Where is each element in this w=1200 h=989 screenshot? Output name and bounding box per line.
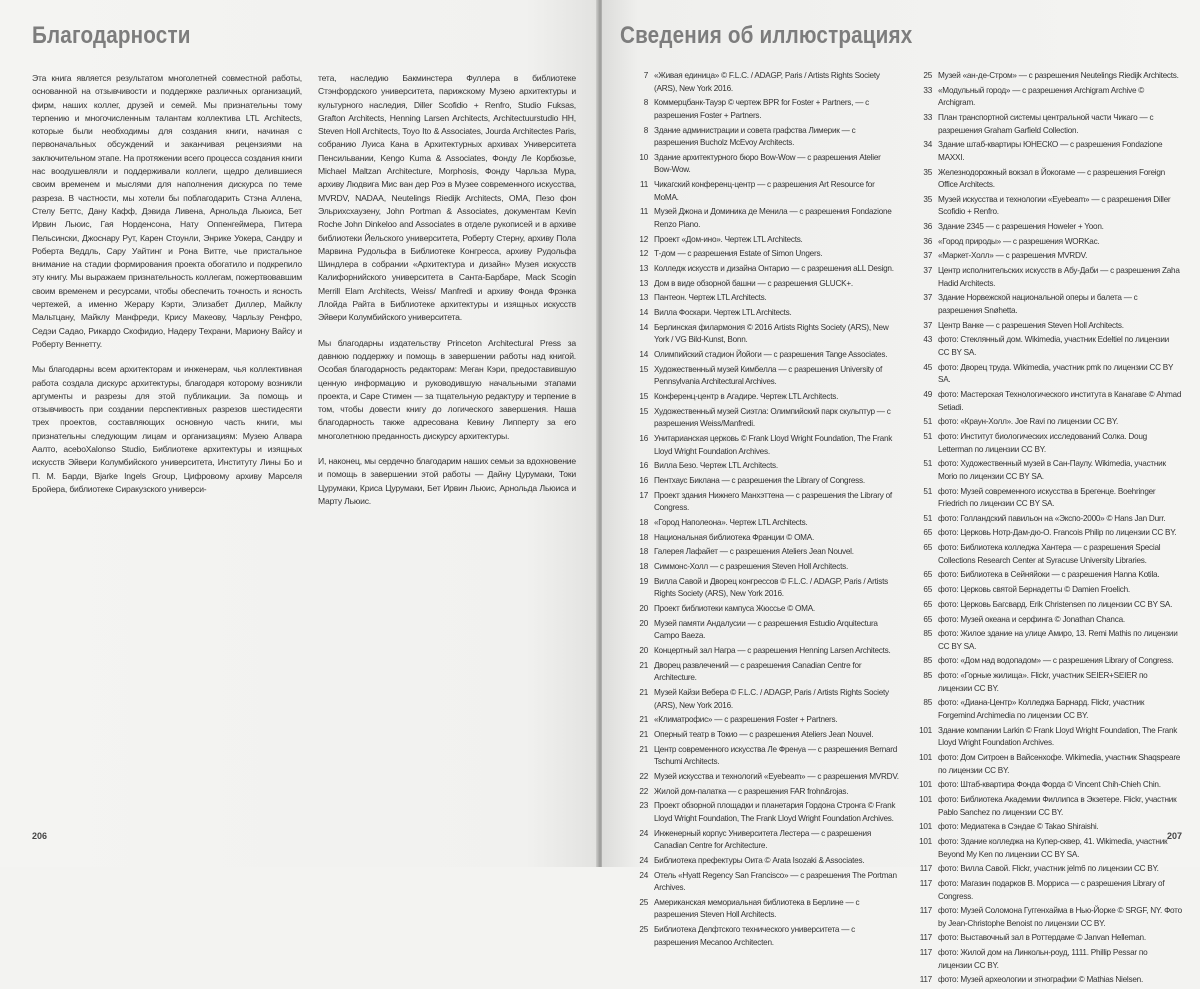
credit-page-number: 10 (639, 152, 648, 162)
credit-text: Унитарианская церковь © Frank Lloyd Wright Foundation, The Frank Lloyd Wright Foundation Archives. (654, 434, 893, 456)
credit-text: Музей искусства и технологий «Eyebeam» — с разрешения MVRDV. (654, 771, 899, 781)
credit-text: Художественный музей Кимбелла — с разрешения University of Pennsylvania Architectural Archives. (654, 364, 882, 387)
credit-entry (912, 85, 1182, 110)
credit-text: фото: Вилла Савой. Flickr, участник jelm6 по лицензии CC BY. (938, 864, 1159, 874)
credit-entry (912, 236, 1182, 249)
credit-entry (912, 584, 1182, 597)
credit-page-number: 117 (919, 864, 932, 874)
credit-entry (912, 250, 1182, 263)
credit-page-number: 22 (639, 786, 648, 796)
credit-page-number: 117 (919, 906, 932, 916)
credit-entry (912, 167, 1182, 192)
credit-text: Жилой дом-палатка — с разрешения FAR frohn&rojas. (654, 786, 849, 796)
credit-text: фото: «Горные жилища». Flickr, участник SEIER+SEIER по лицензии CC BY. (938, 671, 1148, 693)
page-number: 206 (32, 831, 48, 841)
page-title: Благодарности (32, 22, 191, 49)
credit-page-number: 65 (923, 528, 932, 538)
credit-page-number: 117 (919, 878, 932, 888)
credit-entry (912, 486, 1182, 511)
credit-text: Чикагский конференц-центр — с разрешения Art Resource for MoMA. (654, 180, 875, 202)
credit-page-number: 43 (923, 335, 932, 345)
credit-text: Центр исполнительских искусств в Абу-Даби — с разрешения Zaha Hadid Architects. (938, 266, 1180, 288)
credit-entry (628, 660, 900, 685)
credit-text: Отель «Hyatt Regency San Francisco» — с разрешения The Portman Archives. (654, 870, 897, 893)
credit-text: «Маркет-Холл» — с разрешения MVRDV. (938, 251, 1088, 261)
credit-entry (628, 828, 900, 853)
credit-entry (628, 546, 900, 559)
credit-entry (628, 292, 900, 305)
credit-entry (628, 322, 900, 347)
credit-text: Художественный музей Сиэтла: Олимпийский парк скульптур — с разрешения Weiss/Manfredi. (654, 406, 891, 429)
paragraph: Мы благодарны издательству Princeton Architectural Press за давнюю поддержку и помощь в завершении работы над книгой. Особая благодарность редакторам: Меган Кэри, предоставившую ценную информацию и руководившую начальными этапами проекта, и Саре Стимен — за тщательную редактуру и терпение в том, чтобы довести книгу до логического завершения. Наша благодарность также адресована Кевину Липперту за его многолетнюю преданность дискурсу архитектуры. (318, 337, 576, 441)
credit-page-number: 15 (639, 406, 648, 416)
credit-entry (912, 542, 1182, 567)
credit-text: Здание Норвежской национальной оперы и балета — с разрешения Snøhetta. (938, 293, 1138, 316)
credit-page-number: 33 (923, 112, 932, 122)
credit-page-number: 24 (639, 870, 648, 880)
credit-text: Галерея Лафайет — с разрешения Ateliers Jean Nouvel. (654, 547, 854, 557)
credit-entry (912, 569, 1182, 582)
credit-text: фото: Институт биологических исследований Солка. Doug Letterman по лицензии CC BY. (938, 431, 1147, 454)
credit-text: Музей Кайзи Вебера © F.L.C. / ADAGP, Paris / Artists Rights Society (ARS), New York 2016. (654, 687, 889, 710)
credit-entry (628, 391, 900, 404)
text-column-1 (32, 72, 302, 508)
credit-text: «Живая единица» © F.L.C. / ADAGP, Paris / Artists Rights Society (ARS), New York 2016. (654, 71, 880, 93)
credit-text: фото: Выставочный зал в Роттердаме © Janvan Helleman. (938, 933, 1146, 943)
credit-page-number: 85 (923, 656, 932, 666)
credit-entry (628, 786, 900, 799)
credit-page-number: 33 (923, 85, 932, 95)
credit-entry (912, 821, 1182, 834)
credit-entry (628, 179, 900, 204)
credit-text: Проект «Дом-ино». Чертеж LTL Architects. (654, 234, 803, 244)
credit-page-number: 65 (923, 570, 932, 580)
credit-entry (912, 932, 1182, 945)
credit-text: «Модульный город» — с разрешения Archigram Archive © Archigram. (938, 85, 1145, 108)
credit-text: Проект обзорной площадки и планетария Гордона Стронга © Frank Lloyd Wright Foundation, The Frank Lloyd Wright Foundation Archives. (654, 801, 896, 823)
credit-text: Берлинская филармония © 2016 Artists Rights Society (ARS), New York / VG Bild-Kunst, Bonn. (654, 322, 889, 345)
credit-text: фото: Дворец труда. Wikimedia, участник pmk по лицензии CC BY SA. (938, 362, 1174, 385)
credit-entry (912, 139, 1182, 164)
credits-list-column-1 (628, 70, 900, 951)
credit-page-number: 85 (923, 671, 932, 681)
credit-entry (628, 206, 900, 231)
credit-entry (628, 70, 900, 95)
credit-page-number: 18 (639, 562, 648, 572)
credit-text: фото: Штаб-квартира Фонда Форда © Vincent Chih-Chieh Chin. (938, 780, 1161, 790)
credit-page-number: 65 (923, 614, 932, 624)
credit-entry (628, 576, 900, 601)
credit-page-number: 37 (923, 320, 932, 330)
credit-page-number: 117 (919, 948, 932, 958)
credit-entry (912, 947, 1182, 972)
credit-text: Концертный зал Награ — с разрешения Henning Larsen Architects. (654, 645, 891, 655)
credit-page-number: 11 (640, 180, 648, 190)
credit-text: фото: Библиотека колледжа Хантера — с разрешения Special Collections Research Center at Syracuse University Libraries. (938, 543, 1161, 565)
credit-page-number: 37 (923, 293, 932, 303)
credit-entry (628, 645, 900, 658)
credit-entry (628, 433, 900, 458)
credit-page-number: 14 (639, 322, 648, 332)
credit-text: фото: Церковь Багсвард. Erik Christensen по лицензии CC BY SA. (938, 599, 1173, 609)
credit-text: Железнодорожный вокзал в Йокогаме — с разрешения Foreign Office Architects. (938, 167, 1165, 190)
credit-page-number: 101 (919, 780, 932, 790)
credit-text: Пантеон. Чертеж LTL Architects. (654, 293, 767, 303)
credit-text: фото: Музей археологии и этнографии © Mathias Nielsen. (938, 975, 1143, 985)
credit-page-number: 20 (639, 645, 648, 655)
credit-entry (912, 697, 1182, 722)
credit-text: Центр современного искусства Ле Френуа — с разрешения Bernard Tschumi Architects. (654, 744, 898, 767)
credit-entry (912, 416, 1182, 429)
credit-text: План транспортной системы центральной части Чикаго — с разрешения Graham Garfield Collection. (938, 112, 1154, 135)
credit-page-number: 13 (639, 293, 648, 303)
credit-text: Библиотека Делфтского технического университета — с разрешения Mecanoo Architecten. (654, 925, 856, 947)
credit-entry (628, 307, 900, 320)
credit-page-number: 37 (923, 266, 932, 276)
credit-text: фото: Медиатека в Сэндае © Takao Shiraishi. (938, 822, 1099, 832)
credit-entry (628, 349, 900, 362)
credit-entry (628, 364, 900, 389)
credit-entry (628, 490, 900, 515)
credit-entry (628, 744, 900, 769)
credit-page-number: 21 (639, 687, 648, 697)
credit-text: Центр Ванке — с разрешения Steven Holl Architects. (938, 320, 1124, 330)
credit-page-number: 101 (919, 836, 932, 846)
credit-page-number: 34 (923, 140, 932, 150)
credit-page-number: 24 (639, 855, 648, 865)
credit-page-number: 18 (639, 517, 648, 527)
credit-entry (912, 458, 1182, 483)
credit-page-number: 14 (639, 350, 648, 360)
credit-entry (912, 70, 1182, 83)
credit-text: фото: Библиотека в Сейняйоки — с разрешения Hanna Kotila. (938, 570, 1160, 580)
credit-page-number: 65 (923, 543, 932, 553)
credit-entry (912, 431, 1182, 456)
credit-page-number: 36 (923, 236, 932, 246)
credit-entry (912, 752, 1182, 777)
credit-entry (628, 152, 900, 177)
credit-text: Музей Джона и Доминика де Менила — с разрешения Fondazione Renzo Piano. (654, 207, 892, 229)
credit-page-number: 37 (923, 251, 932, 261)
credit-text: Дом в виде обзорной башни — с разрешения GLUCK+. (654, 278, 853, 288)
credit-page-number: 65 (923, 585, 932, 595)
credit-entry (628, 800, 900, 825)
credit-page-number: 85 (923, 698, 932, 708)
credit-entry (912, 794, 1182, 819)
credit-page-number: 25 (923, 71, 932, 80)
credit-entry (912, 513, 1182, 526)
paragraph: И, наконец, мы сердечно благодарим наших семьи за вдохновение и помощь в завершении этой работы — Дайну Цурумаки, Токи Цурумаки, Криса Цурумаки, Бет Ирвин Льюис, Арнольда Льюиса и Марту Льюис. (318, 456, 576, 506)
credit-entry (628, 687, 900, 712)
credit-entry (912, 265, 1182, 290)
credit-page-number: 85 (923, 629, 932, 639)
credit-entry (628, 532, 900, 545)
credit-text: Национальная библиотека Франции © OMA. (654, 532, 814, 542)
credit-page-number: 101 (919, 725, 932, 735)
credit-page-number: 14 (639, 308, 648, 318)
credit-page-number: 18 (639, 547, 648, 557)
credit-entry (628, 618, 900, 643)
credit-page-number: 35 (923, 167, 932, 177)
credit-text: фото: Художественный музей в Сан-Паулу. Wikimedia, участник Morio по лицензии CC BY SA. (938, 459, 1166, 481)
credit-page-number: 11 (640, 207, 648, 217)
credit-entry (912, 863, 1182, 876)
credit-text: фото: Жилой дом на Линкольн-роуд, 1111. Phillip Pessar по лицензии CC BY. (938, 948, 1148, 970)
credit-text: фото: Церковь святой Бернадетты © Damien Froelich. (938, 585, 1130, 595)
credit-text: фото: Мастерская Технологического института в Канагаве © Ahmad Setiadi. (938, 389, 1182, 412)
credit-text: фото: Голландский павильон на «Экспо-2000» © Hans Jan Durr. (938, 513, 1166, 523)
credit-text: Здание штаб-квартиры ЮНЕСКО — с разрешения Fondazione MAXXI. (938, 140, 1163, 162)
credit-entry (628, 870, 900, 895)
credit-text: Проект библиотеки кампуса Жюссье © OMA. (654, 604, 815, 613)
credit-page-number: 8 (643, 98, 648, 108)
credit-entry (628, 561, 900, 574)
credit-page-number: 22 (639, 771, 648, 781)
credit-text: Вилла Савой и Дворец конгрессов © F.L.C. / ADAGP, Paris / Artists Rights Society (ARS), New York 2016. (654, 576, 888, 599)
credit-text: фото: Церковь Нотр-Дам-дю-О. Francois Philip по лицензии CC BY. (938, 528, 1177, 538)
credit-entry (628, 125, 900, 150)
credit-page-number: 7 (643, 71, 648, 80)
credit-page-number: 25 (639, 897, 648, 907)
credit-page-number: 51 (923, 431, 932, 441)
credit-page-number: 36 (923, 222, 932, 232)
credit-text: фото: «Краун-Холл». Joe Ravi по лицензии CC BY. (938, 417, 1119, 427)
credit-entry (912, 974, 1182, 987)
credit-page-number: 12 (639, 234, 648, 244)
credit-entry (912, 670, 1182, 695)
credit-entry (912, 389, 1182, 414)
credit-entry (628, 924, 900, 949)
credit-text: Проект здания Нижнего Манхэттена — с разрешения the Library of Congress. (654, 490, 892, 513)
credit-entry (912, 614, 1182, 627)
credit-text: фото: Музей Соломона Гуггенхайма в Нью-Йорке © SRGF, NY. Фото by Jean-Christophe Benoist по лицензии CC BY. (938, 906, 1182, 928)
credit-text: фото: Библиотека Академии Филлипса в Экзетере. Flickr, участник Pablo Sanchez по лицензии CC BY. (938, 794, 1177, 817)
credit-text: фото: «Дом над водопадом» — с разрешения Library of Congress. (938, 656, 1174, 666)
credit-text: Олимпийский стадион Йойоги — с разрешения Tange Associates. (654, 350, 888, 360)
credit-page-number: 12 (639, 249, 648, 259)
credit-entry (912, 320, 1182, 333)
credit-entry (628, 460, 900, 473)
credit-text: фото: «Диана-Центр» Колледжа Барнард. Flickr, участник Forgemind Archimedia по лицензии CC BY. (938, 698, 1145, 721)
credit-entry (628, 278, 900, 291)
credit-text: фото: Жилое здание на улице Амиро, 13. Remi Mathis по лицензии CC BY SA. (938, 629, 1178, 651)
credit-text: Библиотека префектуры Оита © Arata Isozaki & Associates. (654, 855, 865, 865)
credit-text: Здание архитектурного бюро Bow-Wow — с разрешения Atelier Bow-Wow. (654, 152, 881, 175)
credit-text: фото: Музей океана и серфинга © Jonathan Chanca. (938, 614, 1125, 624)
credit-entry (912, 221, 1182, 234)
credit-text: фото: Стеклянный дом. Wikimedia, участник Edeltiel по лицензии CC BY SA. (938, 335, 1169, 357)
credit-text: фото: Музей современного искусства в Брегенце. Boehringer Friedrich по лицензии CC BY SA. (938, 486, 1156, 509)
page-number: 207 (1166, 831, 1182, 841)
credit-text: Музей «ан-де-Стром» — с разрешения Neutelings Riedijk Architects. (938, 71, 1179, 80)
credit-text: Вилла Безо. Чертеж LTL Architects. (654, 461, 778, 471)
credit-page-number: 16 (639, 434, 648, 444)
credit-entry (628, 603, 900, 616)
credit-page-number: 51 (923, 486, 932, 496)
credit-entry (628, 263, 900, 276)
credit-text: Колледж искусств и дизайна Онтарио — с разрешения aLL Design. (654, 264, 894, 274)
credit-entry (912, 334, 1182, 359)
credit-entry (912, 292, 1182, 317)
credit-entry (628, 517, 900, 530)
credit-text: Музей памяти Андалусии — с разрешения Estudio Arquitectura Campo Baeza. (654, 618, 878, 641)
credit-text: «Город природы» — с разрешения WORKac. (938, 236, 1100, 246)
credit-page-number: 16 (639, 461, 648, 471)
credit-entry (628, 729, 900, 742)
credit-entry (628, 97, 900, 122)
credit-entry (628, 771, 900, 784)
credit-text: Конференц-центр в Агадире. Чертеж LTL Architects. (654, 392, 839, 402)
credit-entry (912, 527, 1182, 540)
credit-entry (628, 897, 900, 922)
credit-entry (912, 194, 1182, 219)
paragraph: Эта книга является результатом многолетней совместной работы, основанной на отзывчивости и поддержке различных организаций, фирм, наших коллег, друзей и семей. Мы признательны тому терпению и многочисленным талантам коллектива LTL Architects, которые были необходимы для создания книги, начиная с первоначальных обсуждений и заканчивая рецензиями на заключительном этапе. На протяжении всего процесса создания книги нас воодушевляли и поддерживали коллеги, щедро делившиеся своим временем и мыслями для наполнения дискурса по теме разреза. В частности, мы хотели бы поблагодарить Стэна Аллена, Стелу Беттс, Дану Кафф, Дэвида Ливена, Арнольда Льюиса, Бет Ирвин Льюис, Гая Норденсона, Нату Оппенгеймера, Питера Пельсински, Джоснару Рут, Карен Стоунли, Энрике Уокера, Сандру и Роберта Веддль, Сару Уайтинг и Рона Витте, чье пристальное внимание на стадии формирования проекта обогатило и подкрепило эту книгу. Мы выражаем признательность коллегам, пожертвовавшим своим временем и ресурсами, чтобы обеспечить точность и ясность чертежей, а именно Жерару Кэрти, Элизабет Диллер, Майклу Мальтцану, Майклу Манфреди, Крису Макеову, Чарльзу Ренфро, Седэи Садао, Рикардо Скофидио, Надеру Техрани, Мариону Вайсу и Роберту Веннетту. (32, 73, 302, 349)
credit-page-number: 18 (639, 532, 648, 542)
right-page (602, 0, 1200, 985)
credit-text: Вилла Фоскари. Чертеж LTL Architects. (654, 308, 792, 318)
credit-entry (628, 855, 900, 868)
credit-page-number: 15 (639, 364, 648, 374)
credit-entry (912, 362, 1182, 387)
credit-page-number: 13 (639, 264, 648, 274)
credit-entry (912, 905, 1182, 930)
credit-page-number: 21 (639, 729, 648, 739)
credit-entry (912, 725, 1182, 750)
credit-entry (912, 878, 1182, 903)
page-title: Сведения об иллюстрациях (620, 22, 913, 49)
credit-page-number: 101 (919, 794, 932, 804)
paragraph: тета, наследию Бакминстера Фуллера в библиотеке Стэнфордского университета, парижскому Музею архитектуры и культурного наследия, Diller Scofidio + Renfro, Studio Fuksas, Grafton Architects, Henning Larsen Architects, Architectuurstudio HH, Steven Holl Architects, Toyo Ito & Associates, Jourda Architectes Paris, собранию Луиса Кана в Архитектурных архивах Университета Пенсильвании, Kengo Kuma & Associates, Фонду Ле Корбюзье, Michael Maltzan Architecture, Morphosis, Фонду Чарльза Мура, архиву Людвига Мис ван дер Роэ в Музее современного искусства, MVRDV, NADAA, Neutelings Riedijk Architects, OMA, Пезо фон Эльрихсхаузену, John Portman & Associates, документам Kevin Roche John Dinkeloo and Associates в отделе рукописей и в архиве библиотеки Йельского университета, Роберту Стерну, архиву Пола Марвина Рудольфа в Библиотеке Конгресса, архиву Рудольфа Шиндлера в собрании «Архитектура и дизайн» Музея искусств Калифорнийского университета в Санта-Барбаре, Mack Scogin Merrill Elam Architects, Weiss/ Manfredi и архиву Фонда Фрэнка Ллойда Райта в Библиотеке архитектуры и изящных искусств Эйвери Колумбийского университета. (318, 73, 576, 323)
credit-entry (912, 655, 1182, 668)
credit-page-number: 13 (639, 278, 648, 288)
credit-text: «Климатрофис» — с разрешения Foster + Partners. (654, 715, 838, 725)
credit-page-number: 19 (639, 576, 648, 586)
credit-text: Здание 2345 — с разрешения Howeler + Yoon. (938, 222, 1104, 232)
credit-page-number: 20 (639, 618, 648, 628)
credit-page-number: 117 (919, 975, 932, 985)
credit-entry (628, 475, 900, 488)
credit-text: фото: Дом Ситроен в Вайсенхофе. Wikimedia, участник Shaqspeare по лицензии CC BY. (938, 753, 1181, 775)
credit-page-number: 21 (639, 744, 648, 754)
credit-page-number: 16 (639, 476, 648, 485)
credit-entry (912, 599, 1182, 612)
credit-entry (912, 779, 1182, 792)
credits-list-column-2 (912, 70, 1182, 989)
left-page (0, 0, 598, 867)
credit-text: Пентхаус Биклана — с разрешения the Library of Congress. (654, 476, 865, 485)
credit-page-number: 49 (923, 389, 932, 399)
credit-page-number: 51 (923, 513, 932, 523)
paragraph: Мы благодарны всем архитекторам и инженерам, чья коллективная работа создала дискурс архитектуры, благодаря которому возникли аргументы и разрезы для этой публикации. За помощь и отзывчивость при создании перспективных разрезов шестидесяти трех проектов, составляющих основную часть книги, мы признательны следующим лицам и организациям: Музею Алвара Аалто, aceboXalonso Studio, Библиотеке архитектуры и изящных искусств Эйвери Колумбийского университета, Институту Лины Бо и П. М. Барди, Bjarke Ingels Group, Цифровому архиву Марселя Бройера, библиотеке Сиракузского универси- (32, 364, 302, 494)
credit-text: фото: Здание колледжа на Купер-сквер, 41. Wikimedia, участник Beyond My Ken по лицензии CC BY SA. (938, 836, 1168, 859)
credit-page-number: 101 (919, 822, 932, 832)
credit-text: фото: Магазин подарков В. Морриса — с разрешения Library of Congress. (938, 878, 1165, 901)
credit-entry (628, 248, 900, 261)
credit-text: Симмонс-Холл — с разрешения Steven Holl Architects. (654, 562, 849, 572)
credit-entry (912, 628, 1182, 653)
credit-text: Здание компании Larkin © Frank Lloyd Wright Foundation, The Frank Lloyd Wright Foundation Archives. (938, 725, 1178, 748)
credit-page-number: 8 (643, 125, 648, 135)
credit-entry (628, 714, 900, 727)
credit-page-number: 45 (923, 362, 932, 372)
credit-page-number: 25 (639, 925, 648, 935)
credit-page-number: 21 (639, 715, 648, 725)
credit-text: Т-дом — с разрешения Estate of Simon Ungers. (654, 249, 823, 259)
text-column-2 (318, 72, 576, 520)
credit-text: Здание администрации и совета графства Лимерик — с разрешения Bucholz McEvoy Architects. (654, 125, 856, 148)
credit-page-number: 35 (923, 194, 932, 204)
credit-text: Дворец развлечений — с разрешения Canadian Centre for Architecture. (654, 660, 862, 683)
credit-entry (628, 234, 900, 247)
credit-page-number: 15 (639, 392, 648, 402)
credit-entry (628, 406, 900, 431)
credit-page-number: 117 (919, 933, 932, 943)
credit-page-number: 24 (639, 828, 648, 838)
credit-page-number: 21 (639, 660, 648, 670)
credit-text: Музей искусства и технологии «Eyebeam» — с разрешения Diller Scofidio + Renfro. (938, 194, 1171, 217)
credit-entry (912, 112, 1182, 137)
credit-page-number: 65 (923, 599, 932, 609)
credit-page-number: 17 (639, 490, 648, 500)
credit-page-number: 51 (923, 417, 932, 427)
credit-entry (912, 836, 1182, 861)
credit-text: Американская мемориальная библиотека в Берлине — с разрешения Steven Holl Architects. (654, 897, 860, 920)
credit-text: «Город Наполеона». Чертеж LTL Architects. (654, 517, 808, 527)
credit-page-number: 51 (923, 459, 932, 469)
credit-page-number: 20 (639, 604, 648, 613)
credit-page-number: 101 (919, 753, 932, 762)
credit-text: Коммерцбанк-Тауэр © чертеж BPR for Foster + Partners, — с разрешения Foster + Partners. (654, 98, 870, 120)
credit-page-number: 23 (639, 801, 648, 811)
credit-text: Инженерный корпус Университета Лестера — с разрешения Canadian Centre for Architecture. (654, 828, 872, 851)
credit-text: Оперный театр в Токио — с разрешения Ateliers Jean Nouvel. (654, 729, 874, 739)
